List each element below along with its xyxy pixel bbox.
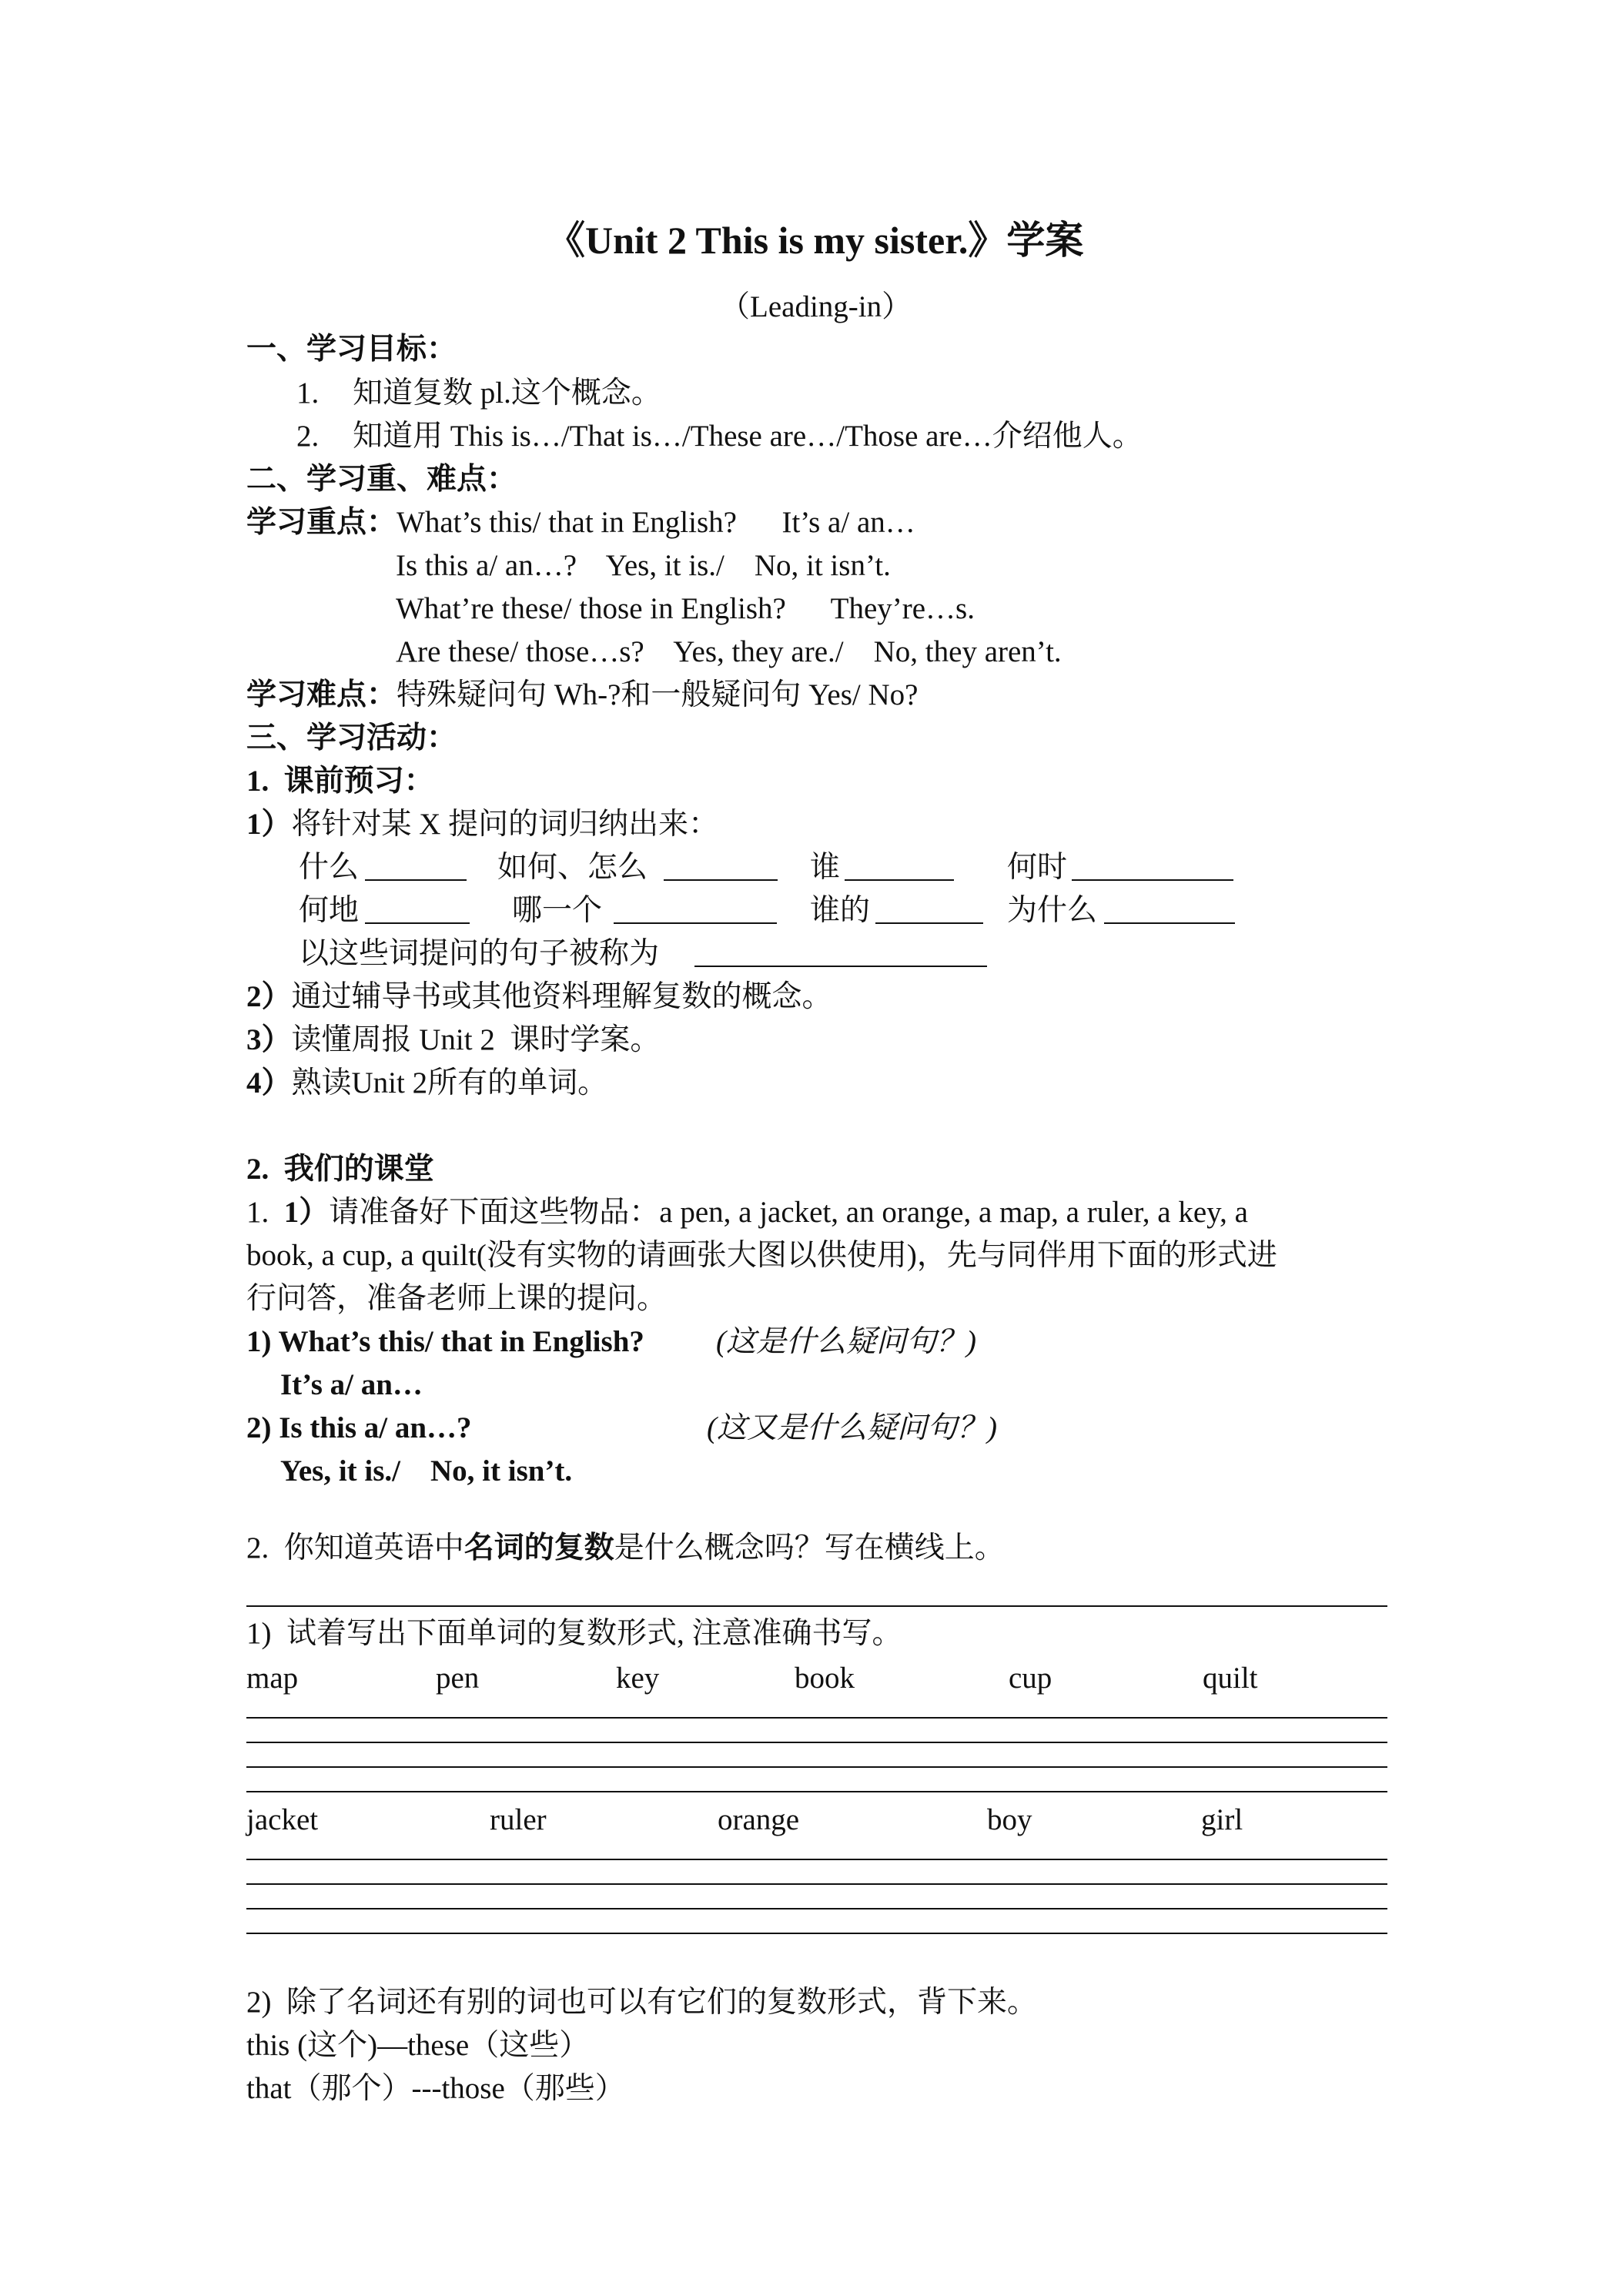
plural-question — [246, 1532, 1005, 1565]
preview-item-3 — [246, 1024, 660, 1057]
plural-task-1: 1) 试着写出下面单词的复数形式, 注意准确书写。 — [246, 1617, 902, 1650]
answer-line-row1-2[interactable] — [246, 1742, 1387, 1743]
word-boy: boy — [987, 1803, 1032, 1836]
word-jacket: jacket — [246, 1803, 319, 1836]
section-activities-heading: 三、学习活动： — [246, 721, 457, 755]
answer-line-row1-1[interactable] — [246, 1717, 1387, 1719]
plural-pair-this-these: this (这个)—these（这些） — [246, 2029, 590, 2062]
difficult-points-text: 特殊疑问句 Wh-?和一般疑问句 Yes/ No? — [397, 678, 919, 711]
question-word-whose: 谁的 — [810, 894, 871, 927]
preview-item-3-text: 读懂周报 Unit 2 课时学案。 — [291, 1023, 661, 1056]
question-sentence-label: 以这些词提问的句子被称为 — [299, 937, 660, 970]
answer-1: It’s a/ an… — [280, 1368, 423, 1401]
question-2: 2) Is this a/ an…? — [246, 1411, 472, 1444]
question-2-note: (这又是什么疑问句？) — [707, 1411, 997, 1444]
blank-whose[interactable] — [875, 895, 983, 924]
classroom-intro-text-1: 请准备好下面这些物品：a pen, a jacket, an orange, a map, a ruler, a key, a — [329, 1196, 1248, 1229]
classroom-intro-prefix: 1. — [246, 1196, 284, 1229]
answer-line-row1-4[interactable] — [246, 1791, 1387, 1792]
answer-line-row2-2[interactable] — [246, 1883, 1387, 1885]
preview-item-4-text: 熟读Unit 2所有的单词。 — [291, 1066, 608, 1099]
page-title: 《Unit 2 This is my sister.》学案 — [547, 219, 1084, 262]
preview-item-2-text: 通过辅导书或其他资料理解复数的概念。 — [291, 980, 832, 1013]
question-word-how: 如何、怎么 — [497, 851, 648, 884]
preview-item-4-number: 4） — [246, 1066, 292, 1099]
preview-heading: 1. 课前预习： — [246, 765, 434, 798]
key-points-label: 学习重点： — [246, 506, 397, 539]
key-points-line-1 — [246, 507, 915, 540]
difficult-points-line — [246, 679, 918, 712]
word-map: map — [246, 1662, 299, 1695]
question-words-row-1 — [299, 852, 1392, 889]
preview-item-4 — [246, 1067, 607, 1100]
preview-item-1 — [246, 808, 718, 842]
page-subtitle: （Leading-in） — [720, 290, 912, 323]
blank-which[interactable] — [614, 895, 777, 924]
word-cup: cup — [1009, 1662, 1052, 1695]
preview-item-3-number: 3） — [246, 1023, 292, 1056]
answer-line-row1-3[interactable] — [246, 1766, 1387, 1768]
section-objectives-heading: 一、学习目标： — [246, 333, 457, 366]
objective-item-2-text: 知道用 This is…/That is…/These are…/Those are…介绍他人。 — [353, 420, 1143, 453]
question-word-what: 什么 — [299, 851, 360, 884]
plural-question-suffix: 是什么概念吗？写在横线上。 — [614, 1531, 1005, 1565]
key-points-line-2: Is this a/ an…? Yes, it is./ No, it isn’t. — [396, 549, 891, 582]
question-1-note: (这是什么疑问句？) — [716, 1325, 976, 1358]
classroom-heading: 2. 我们的课堂 — [246, 1153, 434, 1186]
word-orange: orange — [718, 1803, 800, 1836]
classroom-intro-line-1 — [246, 1197, 1248, 1230]
word-ruler: ruler — [490, 1803, 547, 1836]
objective-item-2-number: 2. — [296, 420, 320, 453]
preview-item-2-number: 2） — [246, 980, 292, 1013]
blank-who[interactable] — [845, 852, 954, 881]
question-word-why: 为什么 — [1007, 894, 1098, 927]
question-1: 1) What’s this/ that in English? — [246, 1325, 644, 1358]
word-pen: pen — [436, 1662, 480, 1695]
key-points-text-1: What’s this/ that in English? It’s a/ an… — [397, 506, 915, 539]
preview-item-2 — [246, 981, 832, 1014]
answer-line-row2-3[interactable] — [246, 1908, 1387, 1909]
plural-question-prefix: 2. 你知道英语中 — [246, 1531, 464, 1565]
word-book: book — [795, 1662, 855, 1695]
key-points-line-3: What’re these/ those in English? They’re…s. — [396, 592, 975, 625]
objective-item-1 — [296, 377, 661, 410]
key-points-line-4: Are these/ those…s? Yes, they are./ No, they aren’t. — [396, 635, 1062, 668]
question-words-row-2 — [299, 895, 1392, 932]
blank-how[interactable] — [664, 852, 778, 881]
answer-line-row2-1[interactable] — [246, 1859, 1387, 1860]
section-key-points-heading: 二、学习重、难点： — [246, 463, 517, 496]
question-word-where: 何地 — [299, 894, 360, 927]
classroom-intro-line-2: book, a cup, a quilt(没有实物的请画张大图以供使用)，先与同伴用下面的形式进 — [246, 1239, 1277, 1272]
plural-task-2: 2) 除了名词还有别的词也可以有它们的复数形式，背下来。 — [246, 1986, 1037, 2019]
blank-why[interactable] — [1104, 895, 1235, 924]
word-quilt: quilt — [1203, 1662, 1258, 1695]
classroom-intro-line-3: 行问答，准备老师上课的提问。 — [246, 1282, 668, 1315]
word-girl: girl — [1201, 1803, 1243, 1836]
blank-what[interactable] — [365, 852, 467, 881]
word-key: key — [616, 1662, 660, 1695]
blank-where[interactable] — [365, 895, 470, 924]
question-words-row-3 — [299, 938, 1069, 975]
plural-question-keyword: 名词的复数 — [463, 1531, 614, 1565]
objective-item-1-text: 知道复数 pl.这个概念。 — [353, 377, 661, 410]
answer-2: Yes, it is./ No, it isn’t. — [280, 1454, 573, 1488]
plural-pair-that-those: that（那个）---those（那些） — [246, 2072, 625, 2105]
classroom-intro-number: 1） — [283, 1196, 330, 1229]
blank-when[interactable] — [1072, 852, 1233, 881]
answer-line-plural[interactable] — [246, 1605, 1387, 1607]
blank-sentence-type[interactable] — [694, 938, 987, 967]
question-word-when: 何时 — [1007, 851, 1068, 884]
question-word-who: 谁 — [810, 851, 841, 884]
answer-line-row2-4[interactable] — [246, 1933, 1387, 1934]
objective-item-1-number: 1. — [296, 377, 320, 410]
question-word-which: 哪一个 — [512, 894, 603, 927]
preview-item-1-text: 将针对某 X 提问的词归纳出来： — [291, 808, 719, 841]
objective-item-2 — [296, 420, 1143, 454]
preview-item-1-number: 1） — [246, 808, 292, 841]
difficult-points-label: 学习难点： — [246, 678, 397, 711]
